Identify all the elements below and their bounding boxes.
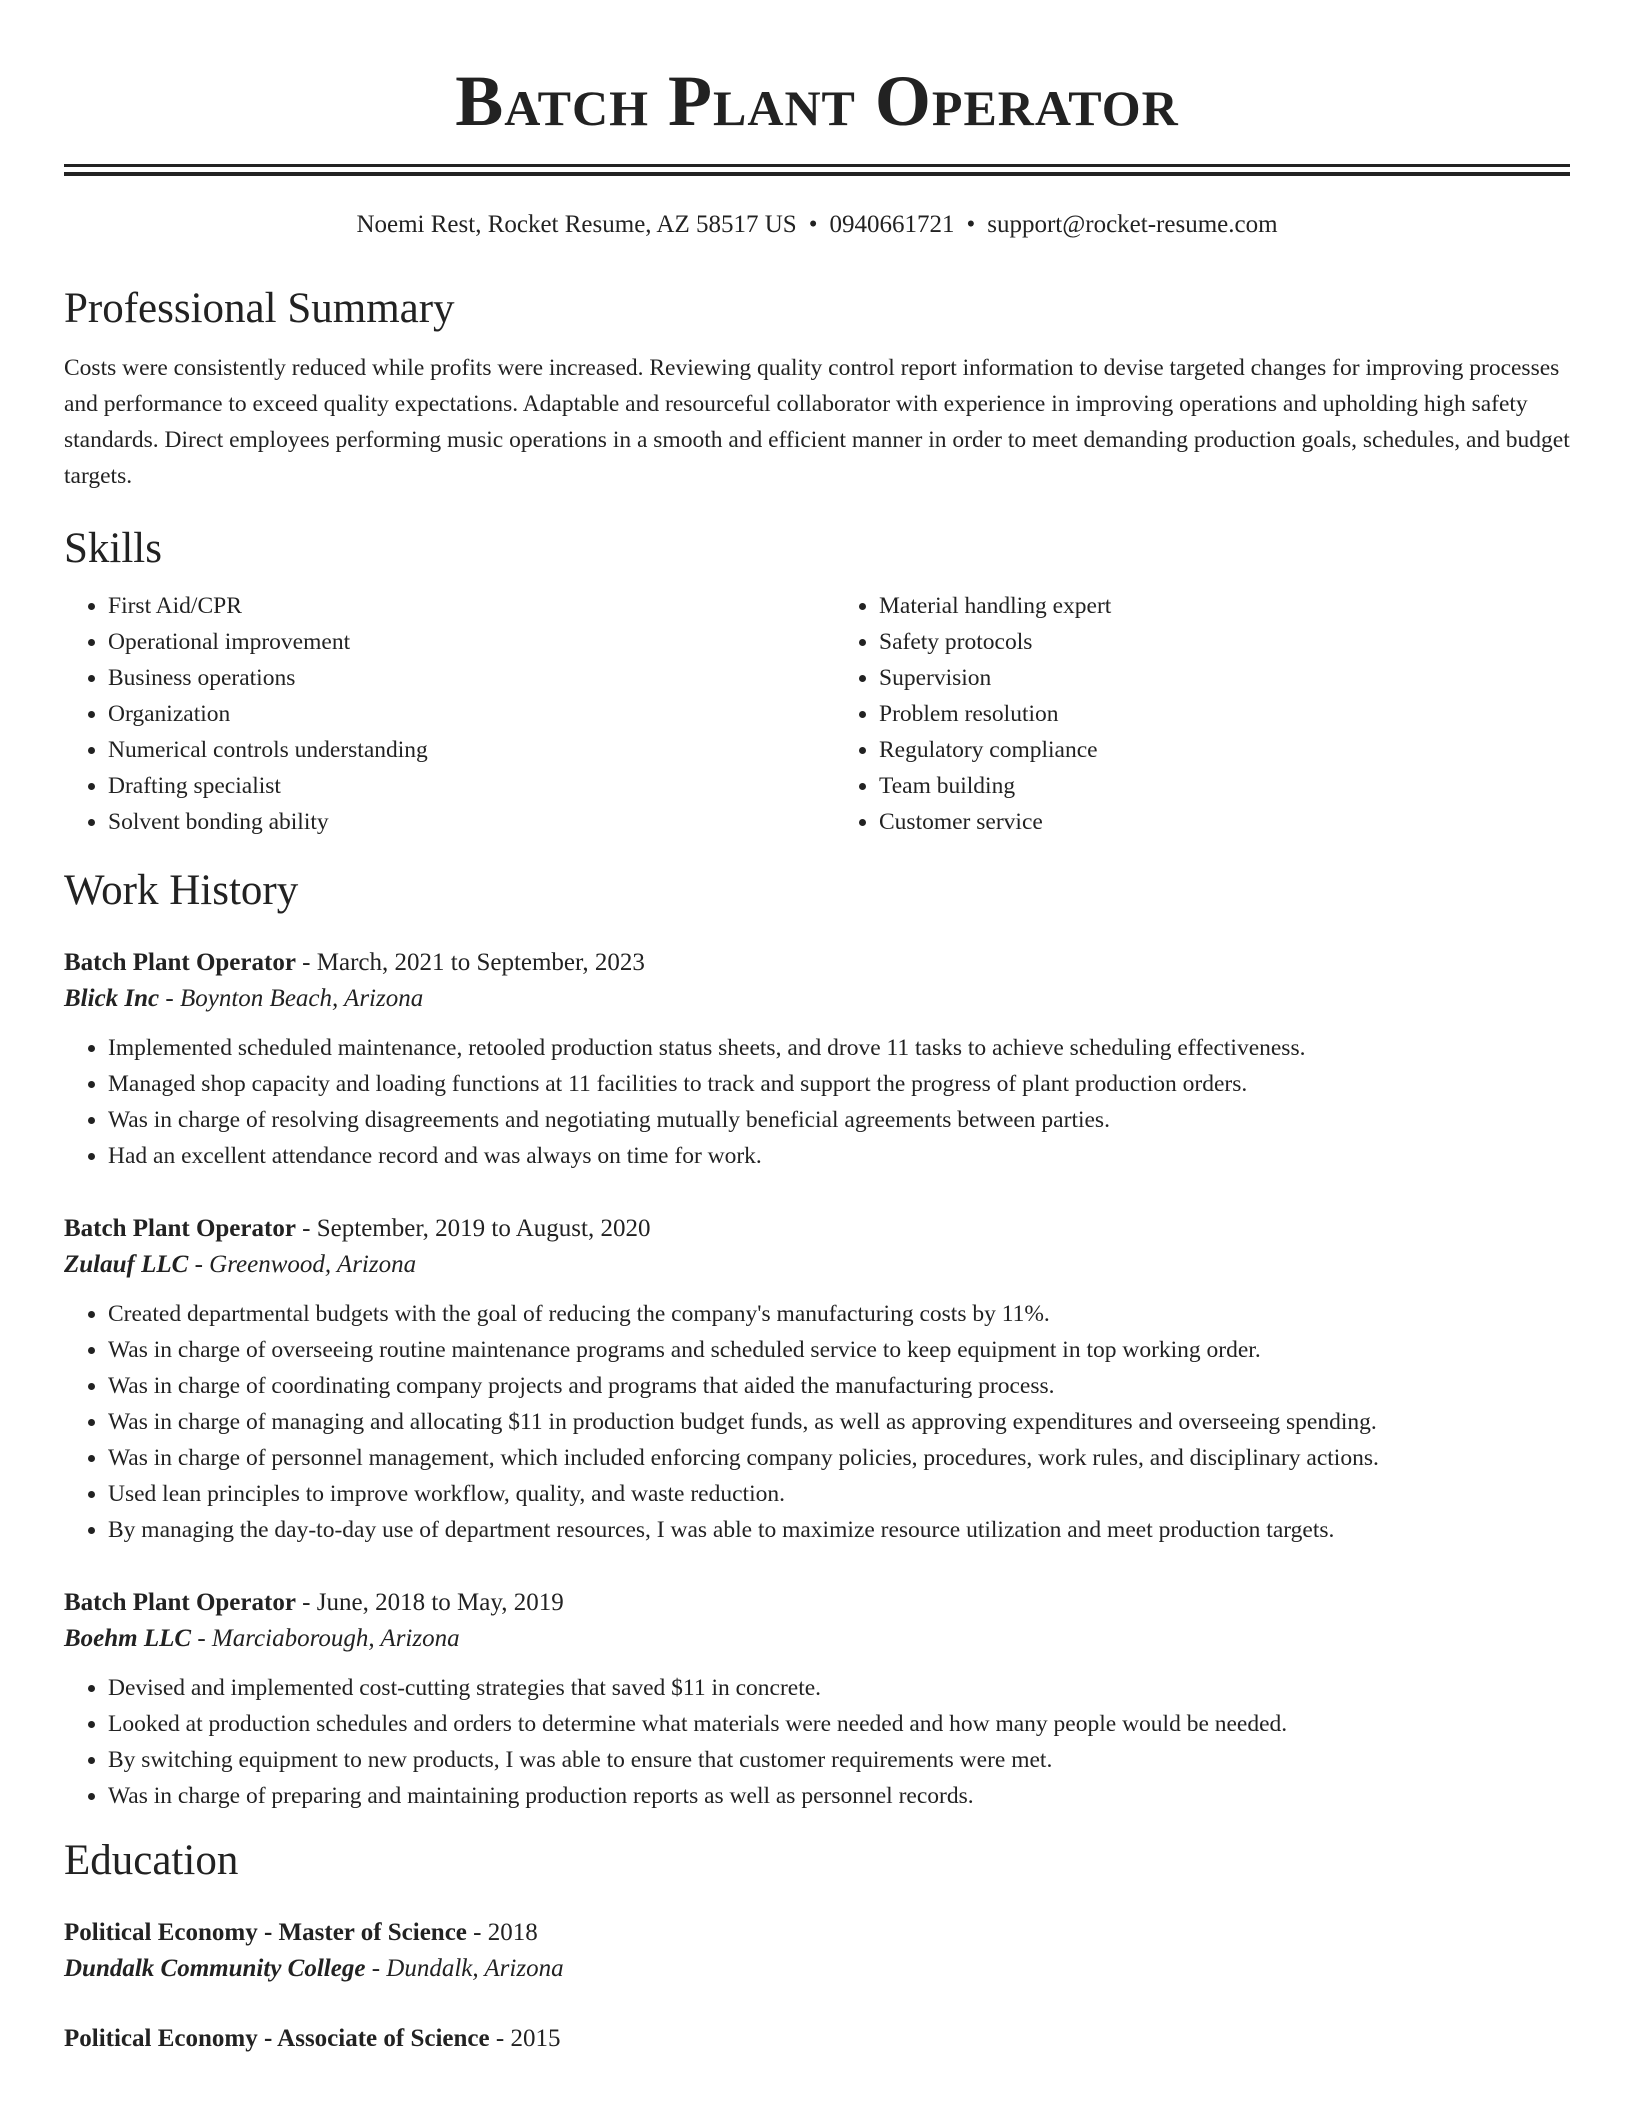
job-bullet: • By switching equipment to new products, I was able to ensure that customer requirements were met.: [108, 1742, 1570, 1778]
skill-item: • Supervision: [879, 660, 1570, 696]
company-location: - Marciaborough, Arizona: [191, 1625, 460, 1652]
summary-text: Costs were consistently reduced while profits were increased. Reviewing quality control report information to devise targeted changes for improving processes and performance to exceed quality expectations. Adaptable and resourceful collaborator with experience in improving operations and upholding high safety standards. Direct employees performing music operations in a smooth and efficient manner in order to meet demanding production goals, schedules, and budget targets.: [64, 355, 1570, 489]
skill-item: • Organization: [108, 696, 799, 732]
section-heading-work-history: Work History: [64, 867, 299, 914]
company-name: Blick Inc: [64, 985, 160, 1012]
contact-address: Noemi Rest, Rocket Resume, AZ 58517 US: [356, 211, 797, 238]
job-title: Batch Plant Operator: [64, 949, 296, 976]
company-name: Boehm LLC: [64, 1625, 192, 1652]
skill-item: • Safety protocols: [879, 624, 1570, 660]
job-bullet: • By managing the day-to-day use of department resources, I was able to maximize resource utilization and meet production targets.: [108, 1512, 1570, 1548]
skill-item: • Solvent bonding ability: [108, 804, 799, 840]
skill-item: • Regulatory compliance: [879, 732, 1570, 768]
contact-separator: •: [808, 211, 818, 238]
job-bullet: • Managed shop capacity and loading functions at 11 facilities to track and support the progress of plant production orders.: [108, 1066, 1570, 1102]
job-title-line: [64, 946, 1570, 980]
skill-item: • First Aid/CPR: [108, 588, 799, 624]
school-line: [64, 1950, 1570, 1988]
skills-list-right: [799, 588, 1570, 840]
company-line: [64, 1246, 1570, 1284]
education-entry: [64, 1916, 1570, 1988]
company-location: - Boynton Beach, Arizona: [159, 985, 424, 1012]
degree-line: [64, 1916, 1570, 1950]
job-bullet: • Was in charge of managing and allocating $11 in production budget funds, as well as approving expenditures and overseeing spending.: [108, 1404, 1570, 1440]
job-bullet: • Created departmental budgets with the goal of reducing the company's manufacturing costs by 11%.: [108, 1296, 1570, 1332]
job-title: Batch Plant Operator: [64, 1215, 296, 1242]
degree-year: - 2018: [466, 1919, 538, 1946]
company-line: [64, 980, 1570, 1018]
job-bullets: [64, 1030, 1570, 1174]
job-bullet: • Had an excellent attendance record and was always on time for work.: [108, 1138, 1570, 1174]
company-name: Zulauf LLC: [64, 1251, 189, 1278]
job-entry: [64, 946, 1570, 1174]
skill-item: • Numerical controls understanding: [108, 732, 799, 768]
skill-item: • Business operations: [108, 660, 799, 696]
skill-item: • Customer service: [879, 804, 1570, 840]
job-dates: - June, 2018 to May, 2019: [295, 1589, 564, 1616]
job-dates: - March, 2021 to September, 2023: [295, 949, 645, 976]
header-divider-bottom: [64, 172, 1570, 176]
skill-item: • Drafting specialist: [108, 768, 799, 804]
skills-grid: [64, 588, 1570, 840]
school-location: - Dundalk, Arizona: [365, 1955, 564, 1982]
skill-item: • Material handling expert: [879, 588, 1570, 624]
job-bullet: • Looked at production schedules and orders to determine what materials were needed and how many people would be needed.: [108, 1706, 1570, 1742]
skill-item: • Problem resolution: [879, 696, 1570, 732]
job-bullets: [64, 1670, 1570, 1814]
school-name: Dundalk Community College: [64, 1955, 366, 1982]
job-dates: - September, 2019 to August, 2020: [295, 1215, 651, 1242]
company-location: - Greenwood, Arizona: [188, 1251, 417, 1278]
job-entry: [64, 1586, 1570, 1814]
contact-line: [64, 210, 1570, 240]
resume-page: [64, 0, 1570, 2056]
job-title-line: [64, 1586, 1570, 1620]
job-entry: [64, 1212, 1570, 1548]
degree-line: [64, 2022, 1570, 2056]
section-heading-skills: Skills: [64, 525, 162, 572]
job-bullet: • Devised and implemented cost-cutting strategies that saved $11 in concrete.: [108, 1670, 1570, 1706]
candidate-name: Batch Plant Operator: [455, 61, 1179, 141]
job-bullets: [64, 1296, 1570, 1548]
job-title-line: [64, 1212, 1570, 1246]
job-bullet: • Used lean principles to improve workflow, quality, and waste reduction.: [108, 1476, 1570, 1512]
degree-name: Political Economy - Master of Science: [64, 1919, 467, 1946]
job-title: Batch Plant Operator: [64, 1589, 296, 1616]
job-bullet: • Was in charge of resolving disagreements and negotiating mutually beneficial agreements between parties.: [108, 1102, 1570, 1138]
section-heading-summary: Professional Summary: [64, 285, 455, 332]
section-heading-education: Education: [64, 1837, 239, 1884]
skill-item: • Team building: [879, 768, 1570, 804]
job-bullet: • Implemented scheduled maintenance, retooled production status sheets, and drove 11 tasks to achieve scheduling effectiveness.: [108, 1030, 1570, 1066]
job-bullet: • Was in charge of overseeing routine maintenance programs and scheduled service to keep equipment in top working order.: [108, 1332, 1570, 1368]
job-bullet: • Was in charge of personnel management, which included enforcing company policies, procedures, work rules, and disciplinary actions.: [108, 1440, 1570, 1476]
contact-email: support@rocket-resume.com: [987, 211, 1278, 238]
job-bullet: • Was in charge of coordinating company projects and programs that aided the manufacturing process.: [108, 1368, 1570, 1404]
skill-item: • Operational improvement: [108, 624, 799, 660]
degree-year: - 2015: [489, 2025, 561, 2052]
contact-separator: •: [966, 211, 976, 238]
education-entry: [64, 2022, 1570, 2056]
skills-list-left: [64, 588, 799, 840]
contact-phone: 0940661721: [829, 211, 955, 238]
company-line: [64, 1620, 1570, 1658]
degree-name: Political Economy - Associate of Science: [64, 2025, 490, 2052]
job-bullet: • Was in charge of preparing and maintaining production reports as well as personnel records.: [108, 1778, 1570, 1814]
header-divider-top: [64, 164, 1570, 167]
